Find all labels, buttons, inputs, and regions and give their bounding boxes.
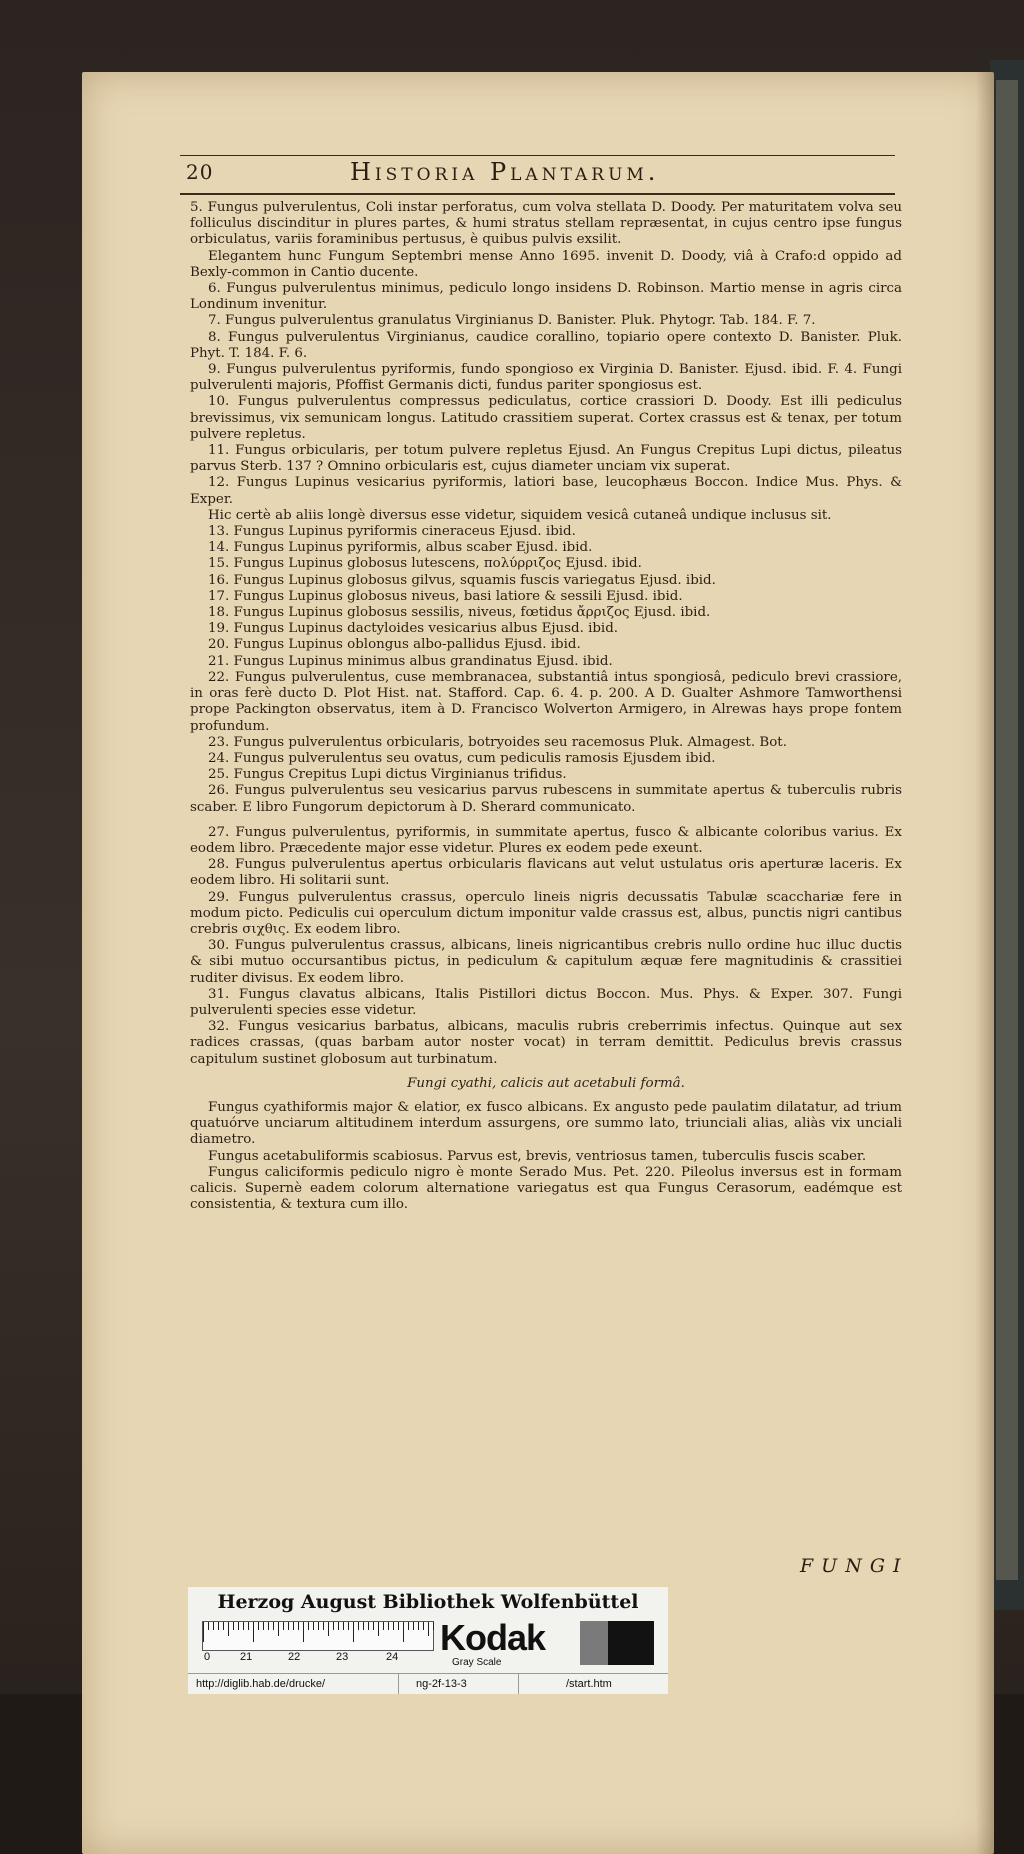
ruler-tick xyxy=(208,1622,209,1630)
entry-paragraph: 21. Fungus Lupinus minimus albus grandinatus Ejusd. ibid. xyxy=(208,653,613,669)
ruler-number: 23 xyxy=(336,1651,349,1663)
entry-paragraph: 15. Fungus Lupinus globosus lutescens, πολύρριζος Ejusd. ibid. xyxy=(208,556,642,572)
ruler-tick xyxy=(238,1622,239,1630)
entry-paragraph: 26. Fungus pulverulentus seu vesicarius parvus rubescens in summitate apertus & tuberculis rubris scaber. E libro Fungorum depictorum à D. Sherard communicato. xyxy=(190,783,902,815)
ruler-tick xyxy=(343,1622,344,1630)
ruler-tick xyxy=(353,1622,354,1642)
entry-paragraph: 27. Fungus pulverulentus, pyriformis, in summitate apertus, fusco & albicante coloribus varius. Ex eodem libro. Præcedente major esse videtur. Plures ex eodem pede exeunt. xyxy=(190,824,902,856)
ruler-tick xyxy=(408,1622,409,1630)
section-heading: Fungi cyathi, calicis aut acetabuli formâ. xyxy=(407,1075,685,1091)
kodak-logo: Kodak xyxy=(440,1617,546,1658)
ruler-number: 24 xyxy=(386,1651,399,1663)
entry-paragraph: 19. Fungus Lupinus dactyloides vesicarius albus Ejusd. ibid. xyxy=(208,621,619,637)
entry-paragraph: 28. Fungus pulverulentus apertus orbicularis flavicans aut velut ustulatus oris aperturæ laceris. Ex eodem libro. Hi solitarii sunt. xyxy=(190,857,902,889)
section-paragraph: Fungus acetabuliformis scabiosus. Parvus est, brevis, ventriosus tamen, tuberculis fuscis scaber. xyxy=(208,1148,867,1164)
ruler-tick xyxy=(263,1622,264,1630)
ruler-tick xyxy=(253,1622,254,1642)
library-scan-card xyxy=(188,1587,668,1694)
body-text xyxy=(190,200,902,1213)
ruler-tick xyxy=(293,1622,294,1630)
ruler-tick xyxy=(323,1622,324,1630)
running-title: Historia Plantarum. xyxy=(350,158,660,186)
entry-paragraph: 9. Fungus pulverulentus pyriformis, fundo spongioso ex Virginia D. Banister. Ejusd. ibid. F. 4. Fungi pulverulenti majoris, Pfoffist Germanis dicti, fundus pariter spongiosus est. xyxy=(190,362,902,394)
scale-ruler xyxy=(202,1621,434,1651)
ruler-tick xyxy=(383,1622,384,1630)
library-name: Herzog August Bibliothek Wolfenbüttel xyxy=(217,1591,639,1613)
entry-paragraph: Hic certè ab aliis longè diversus esse videtur, siquidem vesicâ cutaneâ undique inclusus sit. xyxy=(208,507,832,523)
entry-paragraph: 8. Fungus pulverulentus Virginianus, caudice corallino, topiario opere contexto D. Banister. Pluk. Phyt. T. 184. F. 6. xyxy=(190,329,902,361)
ruler-tick xyxy=(348,1622,349,1630)
entry-paragraph: 32. Fungus vesicarius barbatus, albicans, maculis rubris creberrimis infectus. Quinque aut sex radices crassas, (quas barbam autor noster vocat) in terram demittit. Pediculus brevis crassus capitulum sustinet globosum aut turbinatum. xyxy=(190,1019,902,1067)
ruler-tick xyxy=(268,1622,269,1630)
ruler-tick xyxy=(298,1622,299,1630)
page-file: /start.htm xyxy=(566,1678,612,1690)
ruler-tick xyxy=(308,1622,309,1630)
entry-paragraph: 30. Fungus pulverulentus crassus, albicans, lineis nigricantibus crebris nullo ordine huc illuc ductis & sibi mutuo occursantibus pictus, in pediculum & capitulum æquæ fere magnitudinis & crassitiei ruditer divisus. Ex eodem libro. xyxy=(190,938,902,986)
entry-paragraph: 24. Fungus pulverulentus seu ovatus, cum pediculis ramosis Ejusdem ibid. xyxy=(208,750,716,766)
ruler-tick xyxy=(418,1622,419,1630)
entry-paragraph: 5. Fungus pulverulentus, Coli instar perforatus, cum volva stellata D. Doody. Per maturitatem volva seu folliculus discinditur in plures partes, & humi stratus stellam repræsentat, in cujus centro ipse fungus orbiculatus, variis foraminibus pertusus, è quibus pulvis exsilit. xyxy=(190,200,902,248)
ruler-tick xyxy=(433,1622,434,1630)
card-footer xyxy=(188,1673,668,1695)
ruler-tick xyxy=(203,1622,204,1642)
ruler-tick xyxy=(313,1622,314,1630)
header-rule-top xyxy=(180,155,895,156)
ruler-tick xyxy=(288,1622,289,1630)
entry-paragraph: 12. Fungus Lupinus vesicarius pyriformis, latiori base, leucophæus Boccon. Indice Mus. Phys. & Exper. xyxy=(190,475,902,507)
entry-paragraph: 22. Fungus pulverulentus, cuse membranacea, substantiâ intus spongiosâ, pediculo brevi crassiore, in oras ferè ducto D. Plot Hist. nat. Stafford. Cap. 6. 4. p. 200. A D. Gualter Ashmore Tamworthensi prope Packington observatus, item à D. Francisco Wolverton Armigero, in Alrewas hays prope fontem profundum. xyxy=(190,669,902,734)
entry-paragraph: 14. Fungus Lupinus pyriformis, albus scaber Ejusd. ibid. xyxy=(208,540,593,556)
ruler-tick xyxy=(218,1622,219,1630)
ruler-tick xyxy=(233,1622,234,1630)
entry-paragraph: 29. Fungus pulverulentus crassus, operculo lineis nigris decussatis Tabulæ scacchariæ fere in modum picto. Pediculis cui operculum dictum imponitur valde crassus est, albus, punctis nigri cantibus crebris σιχθις. Ex eodem libro. xyxy=(190,889,902,937)
entry-paragraph: 6. Fungus pulverulentus minimus, pediculo longo insidens D. Robinson. Martio mense in agris circa Londinum invenitur. xyxy=(190,281,902,313)
ruler-tick xyxy=(328,1622,329,1636)
ruler-tick xyxy=(333,1622,334,1630)
entry-paragraph: 17. Fungus Lupinus globosus niveus, basi latiore & sessili Ejusd. ibid. xyxy=(208,588,683,604)
ruler-tick xyxy=(398,1622,399,1630)
page-number: 20 xyxy=(186,160,214,184)
ruler-tick xyxy=(258,1622,259,1630)
library-url: http://diglib.hab.de/drucke/ xyxy=(196,1678,326,1690)
ruler-tick xyxy=(423,1622,424,1630)
ruler-tick xyxy=(403,1622,404,1642)
gray-scale-label: Gray Scale xyxy=(452,1657,502,1668)
ruler-tick xyxy=(388,1622,389,1630)
entry-paragraph: Elegantem hunc Fungum Septembri mense Anno 1695. invenit D. Doody, viâ à Crafo:d oppido ad Bexly-common in Cantio ducente. xyxy=(190,248,902,280)
ruler-tick xyxy=(413,1622,414,1630)
entry-paragraph: 23. Fungus pulverulentus orbicularis, botryoides seu racemosus Pluk. Almagest. Bot. xyxy=(208,734,787,750)
ruler-tick xyxy=(393,1622,394,1630)
ruler-tick xyxy=(223,1622,224,1630)
ruler-tick xyxy=(248,1622,249,1630)
ruler-tick xyxy=(303,1622,304,1642)
shelfmark: ng-2f-13-3 xyxy=(416,1678,467,1690)
entry-paragraph: 18. Fungus Lupinus globosus sessilis, niveus, fœtidus ἄρριζος Ejusd. ibid. xyxy=(208,605,711,621)
ruler-number: 22 xyxy=(288,1651,301,1663)
ruler-tick xyxy=(358,1622,359,1630)
gray-swatch-mid xyxy=(580,1621,608,1665)
ruler-tick xyxy=(378,1622,379,1636)
ruler-tick xyxy=(368,1622,369,1630)
ruler-tick xyxy=(428,1622,429,1636)
ruler-number: 0 xyxy=(204,1651,211,1663)
entry-paragraph: 7. Fungus pulverulentus granulatus Virginianus D. Banister. Pluk. Phytogr. Tab. 184. F. 7. xyxy=(208,313,816,329)
ruler-number: 21 xyxy=(240,1651,253,1663)
ruler-tick xyxy=(338,1622,339,1630)
section-paragraph: Fungus caliciformis pediculo nigro è monte Serado Mus. Pet. 220. Pileolus inversus est in formam calicis. Supernè eadem colorum alternatione variegatus est qua Fungus Cerasorum, eadémque est consistentia, & textura cum illo. xyxy=(190,1164,902,1213)
entry-paragraph: 11. Fungus orbicularis, per totum pulvere repletus Ejusd. An Fungus Crepitus Lupi dictus, pileatus parvus Sterb. 137 ? Omnino orbicularis est, cujus diameter unciam vix superat. xyxy=(190,443,902,475)
entry-paragraph: 31. Fungus clavatus albicans, Italis Pistillori dictus Boccon. Mus. Phys. & Exper. 307. Fungi pulverulenti species esse videtur. xyxy=(190,986,902,1018)
ruler-tick xyxy=(243,1622,244,1630)
ruler-tick xyxy=(228,1622,229,1636)
ruler-tick xyxy=(213,1622,214,1630)
entry-paragraph: 13. Fungus Lupinus pyriformis cineraceus Ejusd. ibid. xyxy=(208,524,576,540)
ruler-tick xyxy=(373,1622,374,1630)
entry-paragraph: 20. Fungus Lupinus oblongus albo-pallidus Ejusd. ibid. xyxy=(208,637,581,653)
ruler-tick xyxy=(283,1622,284,1630)
gray-swatch-dark xyxy=(608,1621,654,1665)
header-rule-bottom xyxy=(180,193,895,195)
entry-paragraph: 16. Fungus Lupinus globosus gilvus, squamis fuscis variegatus Ejusd. ibid. xyxy=(208,572,716,588)
catchword: FUNGI xyxy=(800,1555,909,1577)
ruler-tick xyxy=(318,1622,319,1630)
ruler-tick xyxy=(363,1622,364,1630)
section-paragraph: Fungus cyathiformis major & elatior, ex fusco albicans. Ex angusto pede paulatim dilatatur, ad trium quatuórve unciarum altitudinem interdum assurgens, ore summo lato, triunciali alias, aliàs vix unciali diametro. xyxy=(190,1099,902,1148)
entry-paragraph: 25. Fungus Crepitus Lupi dictus Virginianus trifidus. xyxy=(208,767,567,783)
ruler-tick xyxy=(273,1622,274,1630)
entry-paragraph: 10. Fungus pulverulentus compressus pediculatus, cortice crassiori D. Doody. Est illi pediculus brevissimus, vix semunicam longus. Latitudo crassitiem superat. Cortex crassus est & tenax, per totum pulvere repletus. xyxy=(190,394,902,442)
ruler-tick xyxy=(278,1622,279,1636)
next-page-sliver xyxy=(996,80,1018,1580)
